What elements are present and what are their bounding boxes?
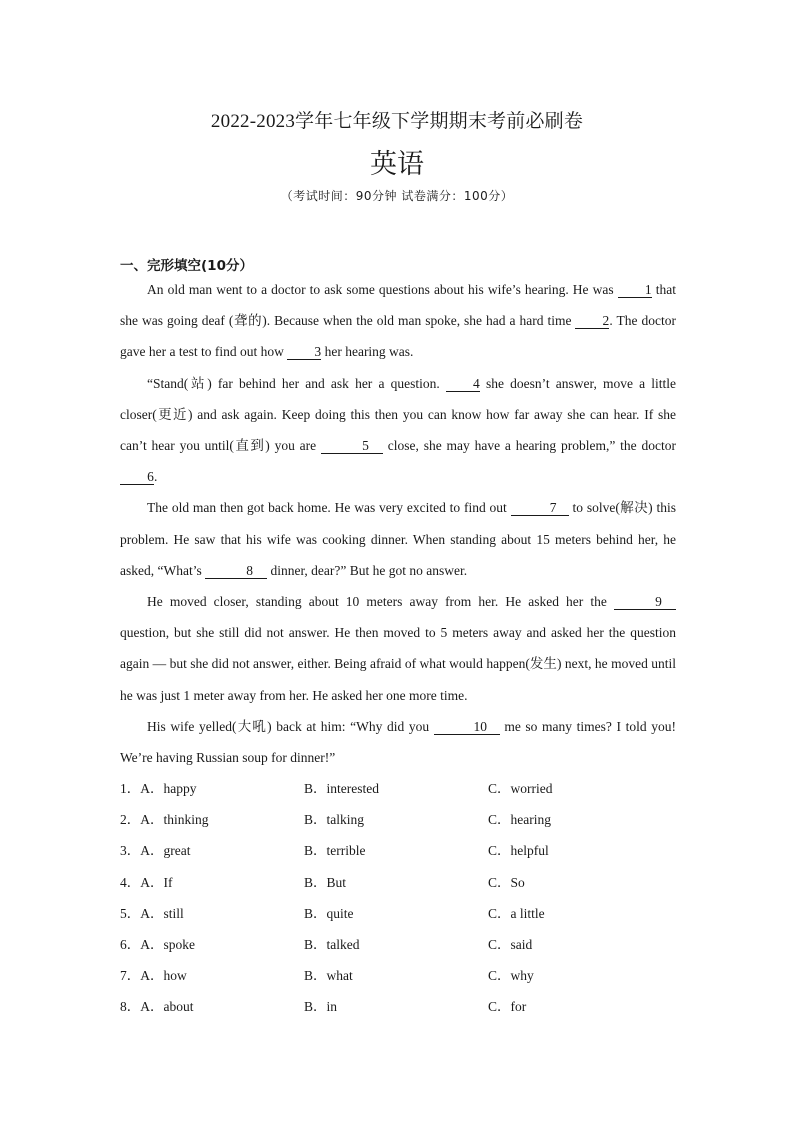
option-a: 8．A．about — [120, 999, 194, 1015]
passage-text: she doesn’t answer, move a little closer(更近) and ask again. Keep doing this then you can know how far away she can hear. If she can’t hear you until(直到) you are — [120, 375, 676, 454]
option-row — [120, 773, 680, 804]
exam-info: （考试时间：90分钟 试卷满分：100分） — [280, 189, 514, 203]
blank-5: 5 — [321, 438, 383, 454]
paragraph-4 — [120, 586, 676, 711]
blank-1: 1 — [618, 282, 652, 298]
blank-10: 10 — [434, 719, 500, 735]
option-a: 3．A．great — [120, 843, 191, 859]
passage-text: His wife yelled(大吼) back at him: “Why did you — [147, 718, 434, 734]
option-row — [120, 835, 680, 866]
blank-9: 9 — [614, 594, 676, 610]
subject-title: 英语 — [370, 149, 424, 180]
passage-text: dinner, dear?” But he got no answer. — [267, 562, 468, 578]
option-c: C．So — [488, 874, 525, 890]
passage-text: that she was going deaf (聋的). Because when the old man spoke, she had a hard time — [120, 282, 676, 329]
option-b: B．talked — [304, 936, 360, 952]
passage-text: close, she may have a hearing problem,” the doctor — [382, 438, 676, 454]
option-c: C．a little — [488, 905, 545, 921]
exam-title: 2022-2023学年七年级下学期期末考前必刷卷 — [210, 111, 584, 132]
passage-text: An old man went to a doctor to ask some questions about his wife’s hearing. He was — [147, 282, 618, 297]
paragraph-5 — [120, 711, 676, 773]
option-a: 7．A．how — [120, 968, 187, 984]
option-a: 5．A．still — [120, 905, 184, 921]
option-row — [120, 991, 680, 1022]
paragraph-3 — [120, 492, 676, 586]
passage-text: question, but she still did not answer. He then moved to 5 meters away and asked her the question again — but she did not answer, either. Being afraid of what would happen(发生) next, he moved until he was just 1 meter away from her. He asked her one more time. — [120, 625, 676, 703]
passage-text: He moved closer, standing about 10 meters away from her. He asked her the — [147, 594, 614, 610]
option-c: C．for — [488, 999, 527, 1015]
blank-4: 4 — [446, 376, 480, 392]
paragraph-2 — [120, 368, 676, 493]
option-c: C．helpful — [488, 843, 549, 859]
option-a: 1．A．happy — [120, 781, 197, 796]
option-b: B．what — [304, 968, 353, 984]
option-row — [120, 898, 680, 929]
passage-text: her hearing was. — [321, 344, 414, 360]
answer-options — [120, 773, 680, 1023]
passage-text: The old man then got back home. He was very excited to find out — [147, 500, 511, 516]
option-b: B．interested — [304, 781, 379, 796]
option-row — [120, 929, 680, 960]
option-row — [120, 960, 680, 991]
passage-text: . The doctor gave her a test to find out how — [120, 313, 676, 360]
option-c: C．worried — [488, 781, 553, 796]
option-b: B．quite — [304, 905, 354, 921]
option-c: C．hearing — [488, 812, 551, 828]
option-row — [120, 867, 680, 898]
option-row — [120, 804, 680, 835]
passage-text: me so many times? I told you! We’re having Russian soup for dinner!” — [120, 718, 676, 766]
option-b: B．talking — [304, 812, 364, 828]
section-heading: 一、完形填空(10分） — [120, 258, 253, 274]
blank-3: 3 — [287, 344, 321, 360]
option-c: C．why — [488, 968, 534, 984]
blank-7: 7 — [511, 500, 569, 516]
passage-text: “Stand(站) far behind her and ask her a question. — [147, 375, 446, 391]
option-c: C．said — [488, 936, 533, 952]
option-b: B．But — [304, 874, 347, 890]
passage-text: to solve(解决) this problem. He saw that his wife was cooking dinner. When standing about 15 meters behind her, he asked, “What’s — [120, 500, 677, 578]
cloze-passage — [120, 274, 676, 773]
paragraph-1 — [120, 274, 676, 368]
option-a: 4．A．If — [120, 874, 173, 890]
passage-text: . — [154, 469, 158, 485]
option-b: B．terrible — [304, 843, 366, 859]
blank-2: 2 — [575, 313, 609, 329]
blank-8: 8 — [205, 563, 267, 579]
option-a: 6．A．spoke — [120, 936, 195, 952]
blank-6: 6 — [120, 469, 154, 485]
option-b: B．in — [304, 999, 338, 1015]
option-a: 2．A．thinking — [120, 812, 209, 828]
